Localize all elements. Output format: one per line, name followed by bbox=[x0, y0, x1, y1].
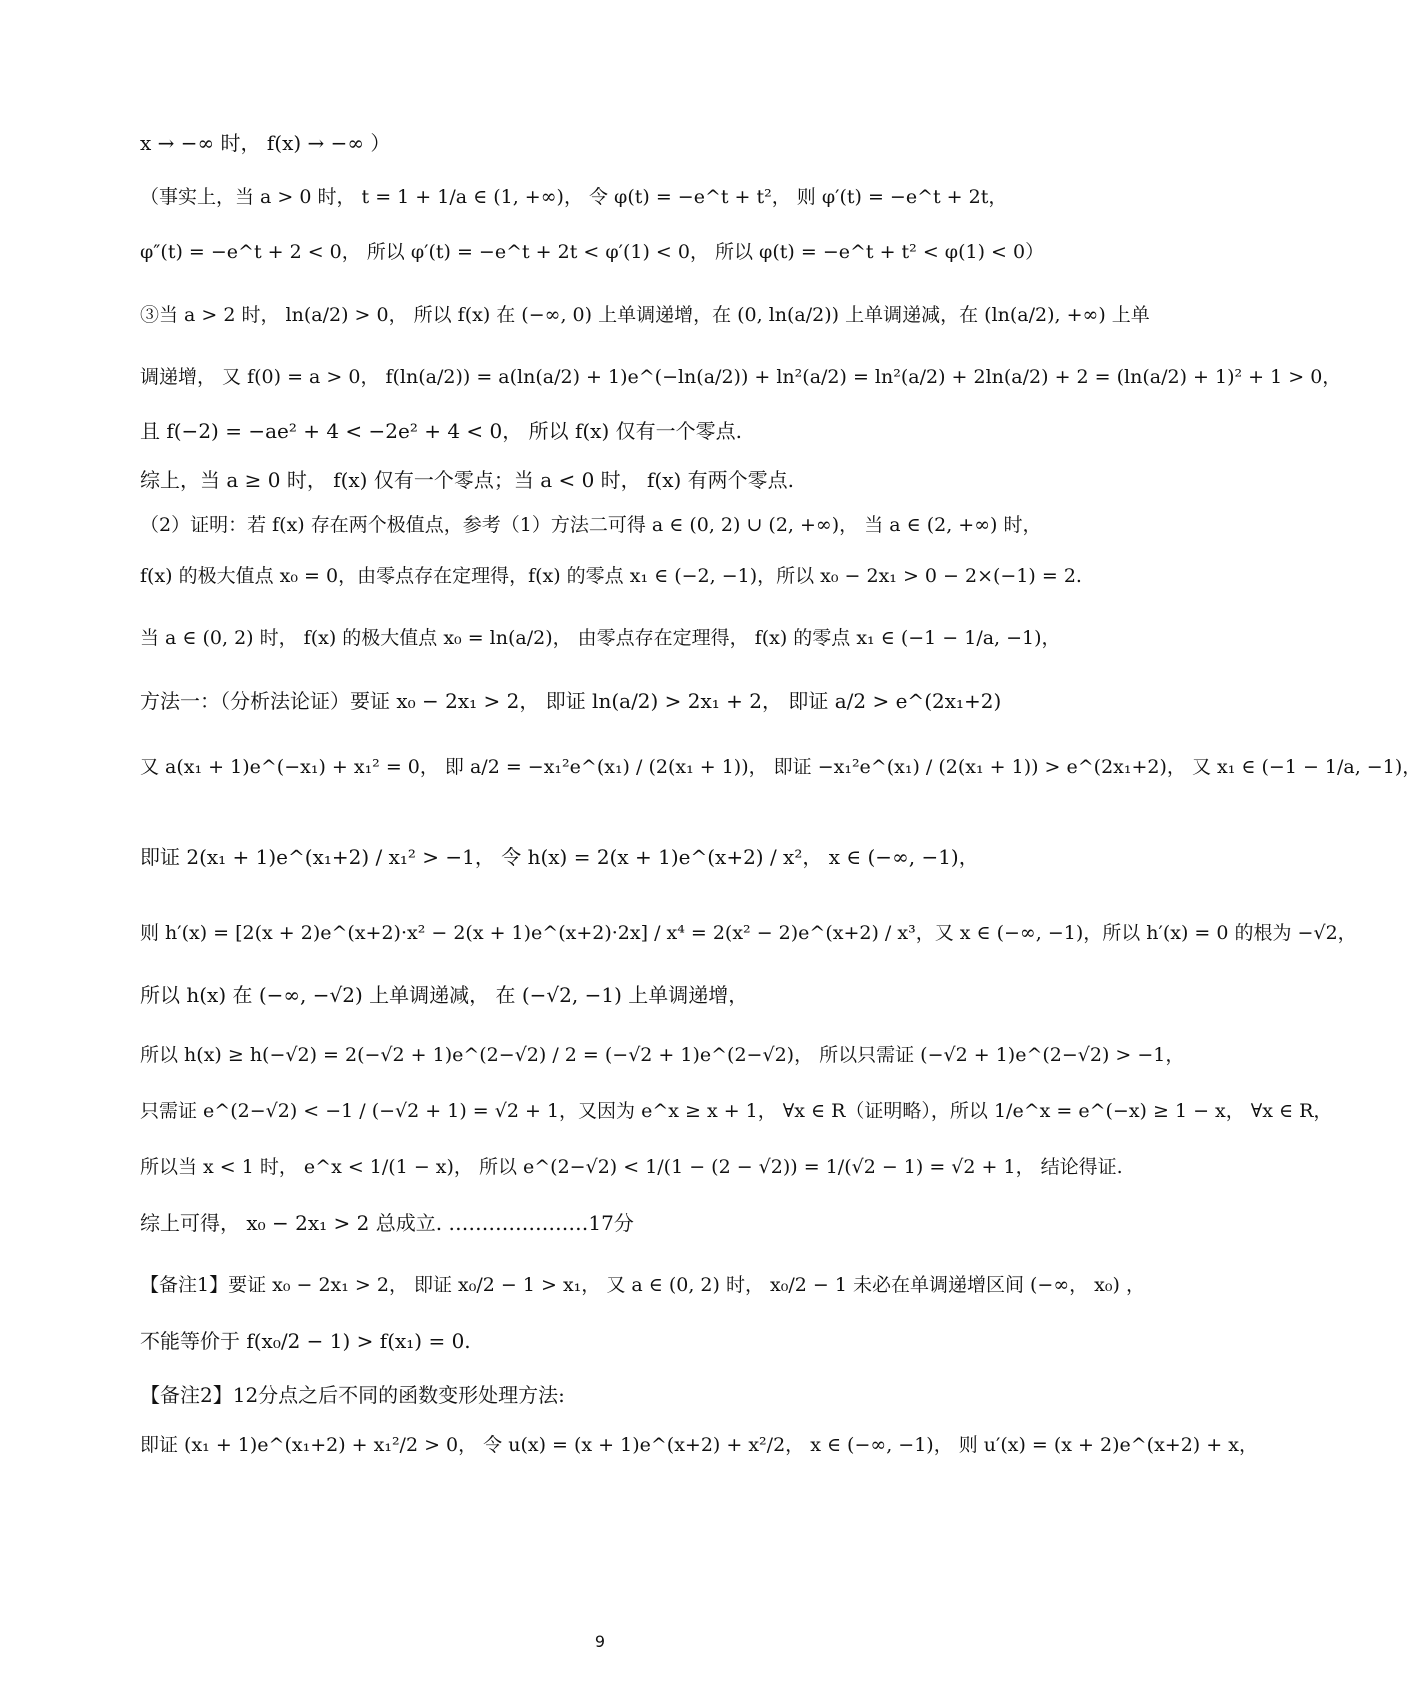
page-number: 9 bbox=[594, 1632, 606, 1651]
text-line-14: 则 h′(x) = [2(x + 2)e^(x+2)·x² − 2(x + 1)e^(x+2)·2x] / x⁴ = 2(x² − 2)e^(x+2) / x³，又 x ∈ (−∞, −1)，所以 h′(x) = 0 的根为 −√2， bbox=[140, 922, 1357, 944]
note-1-line-2: 不能等价于 f(x₀/2 − 1) > f(x₁) = 0. bbox=[140, 1329, 471, 1353]
text-line-19: 综上可得， x₀ − 2x₁ > 2 总成立. …………………17分 bbox=[140, 1211, 634, 1235]
text-line-7: 综上，当 a ≥ 0 时， f(x) 仅有一个零点；当 a < 0 时， f(x) 有两个零点. bbox=[140, 468, 795, 492]
text-line-16: 所以 h(x) ≥ h(−√2) = 2(−√2 + 1)e^(2−√2) / 2 = (−√2 + 1)e^(2−√2)， 所以只需证 (−√2 + 1)e^(2−√2) > −1， bbox=[140, 1044, 1185, 1066]
text-line-9: f(x) 的极大值点 x₀ = 0，由零点存在定理得，f(x) 的零点 x₁ ∈ (−2, −1)，所以 x₀ − 2x₁ > 0 − 2×(−1) = 2. bbox=[140, 565, 1082, 587]
text-line-4: ③当 a > 2 时， ln(a/2) > 0， 所以 f(x) 在 (−∞, 0) 上单调递增，在 (0, ln(a/2)) 上单调递减，在 (ln(a/2), +∞) 上单 bbox=[140, 304, 1150, 326]
text-line-11: 方法一：（分析法论证）要证 x₀ − 2x₁ > 2， 即证 ln(a/2) > 2x₁ + 2， 即证 a/2 > e^(2x₁+2) bbox=[140, 689, 1002, 713]
note-2-line-1: 即证 (x₁ + 1)e^(x₁+2) + x₁²/2 > 0， 令 u(x) = (x + 1)e^(x+2) + x²/2， x ∈ (−∞, −1)， 则 u′(x) = (x + 2)e^(x+2) + x， bbox=[140, 1434, 1258, 1456]
text-line-6: 且 f(−2) = −ae² + 4 < −2e² + 4 < 0， 所以 f(x) 仅有一个零点. bbox=[140, 419, 742, 443]
text-line-15: 所以 h(x) 在 (−∞, −√2) 上单调递减， 在 (−√2, −1) 上单调递增， bbox=[140, 983, 749, 1007]
text-line-10: 当 a ∈ (0, 2) 时， f(x) 的极大值点 x₀ = ln(a/2)， 由零点存在定理得， f(x) 的零点 x₁ ∈ (−1 − 1/a, −1)， bbox=[140, 627, 1061, 649]
text-line-17: 只需证 e^(2−√2) < −1 / (−√2 + 1) = √2 + 1，又因为 e^x ≥ x + 1， ∀x ∈ R（证明略），所以 1/e^x = e^(−x) ≥ 1 − x， ∀x ∈ R， bbox=[140, 1100, 1333, 1122]
note-1-line-1: 【备注1】要证 x₀ − 2x₁ > 2， 即证 x₀/2 − 1 > x₁， 又 a ∈ (0, 2) 时， x₀/2 − 1 未必在单调递增区间 (−∞， x₀) ， bbox=[140, 1274, 1145, 1296]
text-line-13: 即证 2(x₁ + 1)e^(x₁+2) / x₁² > −1， 令 h(x) = 2(x + 1)e^(x+2) / x²， x ∈ (−∞, −1)， bbox=[140, 845, 979, 869]
text-line-1: x → −∞ 时， f(x) → −∞ ） bbox=[140, 131, 391, 155]
text-line-12: 又 a(x₁ + 1)e^(−x₁) + x₁² = 0， 即 a/2 = −x₁²e^(x₁) / (2(x₁ + 1))， 即证 −x₁²e^(x₁) / (2(x₁ + 1)) > e^(2x₁+2)， 又 x₁ ∈ (−1 − 1/a, −1)， bbox=[140, 756, 1421, 778]
text-line-18: 所以当 x < 1 时， e^x < 1/(1 − x)， 所以 e^(2−√2) < 1/(1 − (2 − √2)) = 1/(√2 − 1) = √2 + 1， 结论得证. bbox=[140, 1156, 1123, 1178]
note-2-heading: 【备注2】12分点之后不同的函数变形处理方法: bbox=[140, 1383, 565, 1407]
text-line-8: （2）证明：若 f(x) 存在两个极值点，参考（1）方法二可得 a ∈ (0, 2) ∪ (2, +∞)， 当 a ∈ (2, +∞) 时， bbox=[140, 514, 1042, 536]
text-line-3: φ″(t) = −e^t + 2 < 0， 所以 φ′(t) = −e^t + 2t < φ′(1) < 0， 所以 φ(t) = −e^t + t² < φ(1) < 0） bbox=[140, 241, 1045, 263]
text-line-5: 调递增， 又 f(0) = a > 0， f(ln(a/2)) = a(ln(a/2) + 1)e^(−ln(a/2)) + ln²(a/2) = ln²(a/2) + 2ln(a/2) + 2 = (ln(a/2) + 1)² + 1 > 0， bbox=[140, 366, 1342, 388]
text-line-2: （事实上，当 a > 0 时， t = 1 + 1/a ∈ (1, +∞)， 令 φ(t) = −e^t + t²， 则 φ′(t) = −e^t + 2t， bbox=[140, 186, 1008, 208]
